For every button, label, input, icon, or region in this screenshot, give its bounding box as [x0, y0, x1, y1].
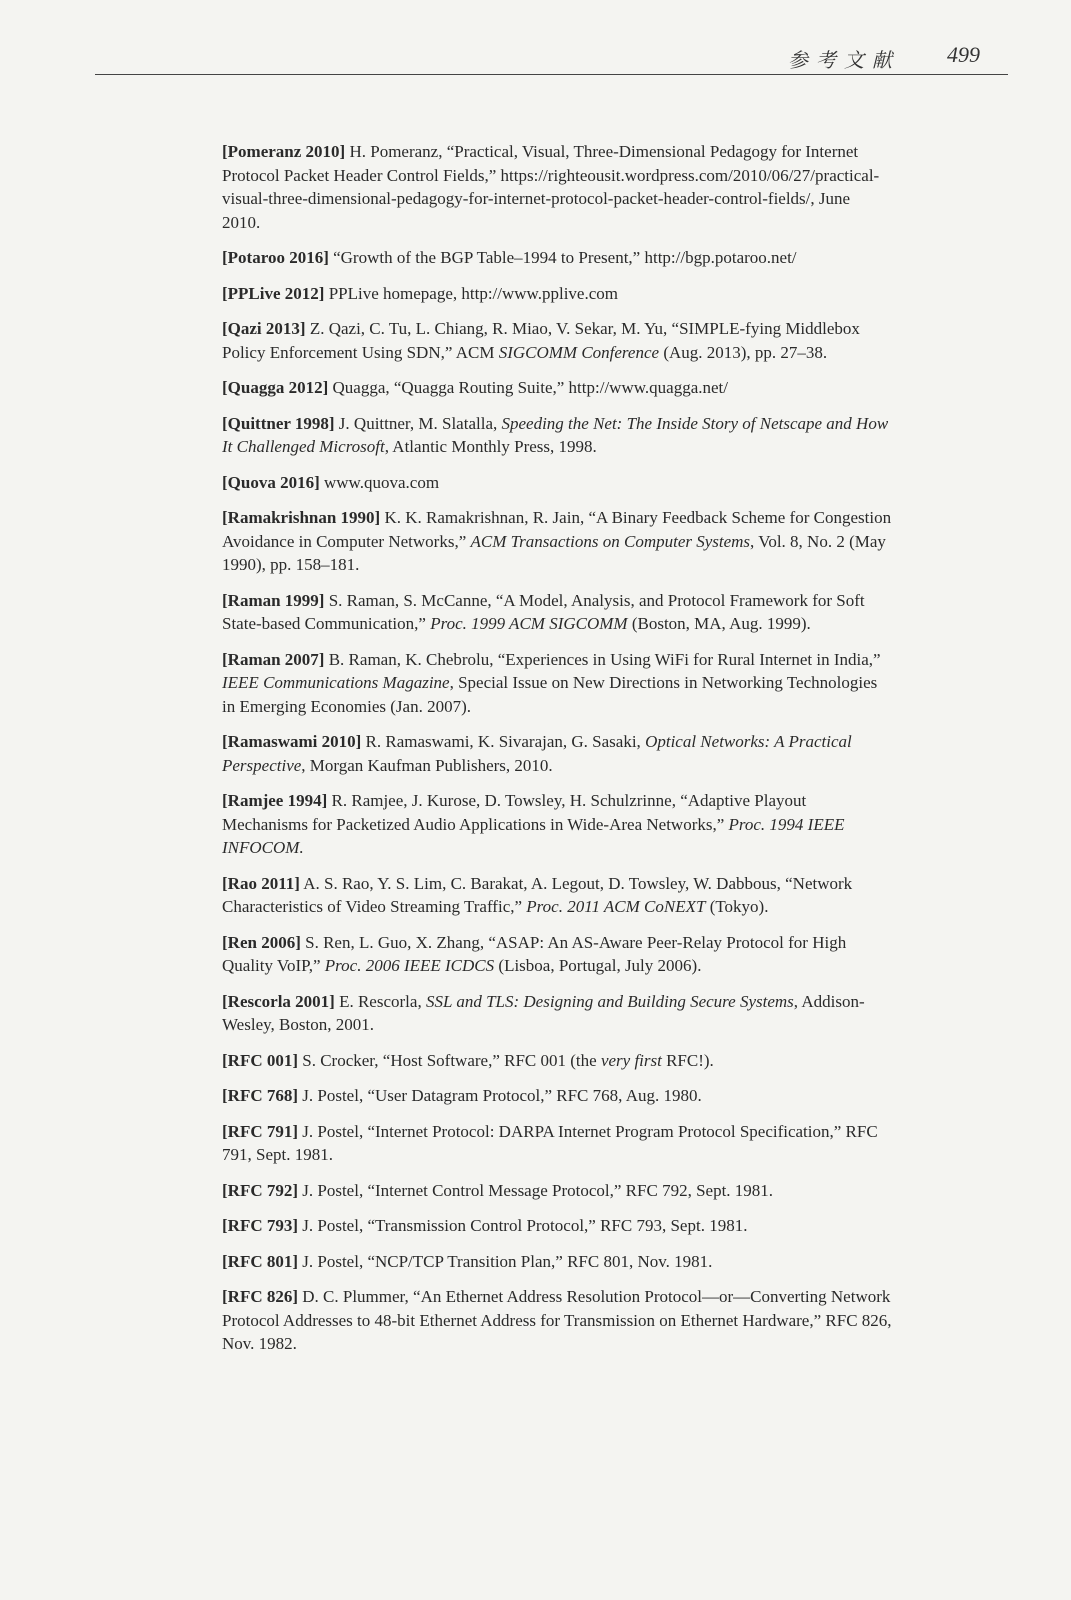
reference-text: “Growth of the BGP Table–1994 to Present,” http://bgp.potaroo.net/ — [328, 248, 797, 267]
reference-entry — [222, 376, 892, 400]
reference-text: Quagga, “Quagga Routing Suite,” http://www.quagga.net/ — [328, 378, 728, 397]
reference-key: [RFC 793] — [222, 1216, 299, 1235]
reference-text: S. Crocker, “Host Software,” RFC 001 (the — [298, 1050, 601, 1070]
reference-key: [RFC 826] — [222, 1287, 299, 1306]
reference-key: [Quova 2016] — [222, 472, 320, 492]
reference-title-italic: SIGCOMM Conference — [498, 342, 660, 362]
reference-key: [Ramaswami 2010] — [222, 732, 362, 751]
reference-entry — [222, 317, 892, 364]
reference-key: [Raman 1999] — [222, 590, 325, 610]
reference-key: [Quagga 2012] — [222, 378, 329, 397]
reference-text: K. K. Ramakrishnan, R. Jain, “A Binary Feedback Scheme for Congestion Avoidance in Computer Networks,” — [222, 508, 892, 551]
reference-entry — [222, 789, 892, 860]
reference-key: [Ren 2006] — [222, 932, 301, 952]
reference-entry — [222, 990, 892, 1037]
reference-key: [RFC 801] — [222, 1251, 299, 1271]
reference-key: [Ramakrishnan 1990] — [222, 508, 381, 527]
reference-text: E. Rescorla, — [334, 991, 426, 1011]
reference-text: www.quova.com — [319, 472, 440, 492]
reference-text: , Morgan Kaufman Publishers, 2010. — [301, 755, 553, 775]
reference-title-italic: Proc. 2006 IEEE ICDCS — [324, 956, 495, 975]
reference-text: J. Postel, “Transmission Control Protocol,” RFC 793, Sept. 1981. — [298, 1216, 748, 1235]
reference-key: [RFC 001] — [222, 1050, 299, 1070]
reference-entry — [222, 589, 892, 636]
reference-text: R. Ramjee, J. Kurose, D. Towsley, H. Schulzrinne, “Adaptive Playout Mechanisms for Packetized Audio Applications in Wide-Area Networks,” — [222, 791, 807, 834]
reference-key: [RFC 768] — [222, 1086, 299, 1105]
reference-entry — [222, 1250, 892, 1274]
reference-text: R. Ramaswami, K. Sivarajan, G. Sasaki, — [361, 732, 646, 751]
reference-text: , Vol. 8, No. 2 (May 1990), pp. 158–181. — [222, 531, 886, 574]
reference-text: A. S. Rao, Y. S. Lim, C. Barakat, A. Legout, D. Towsley, W. Dabbous, “Network Characteristics of Video Streaming Traffic,” — [222, 873, 853, 916]
reference-text: Z. Qazi, C. Tu, L. Chiang, R. Miao, V. Sekar, M. Yu, “SIMPLE-fying Middlebox Policy Enforcement Using SDN,” ACM — [222, 319, 860, 362]
reference-text: J. Postel, “User Datagram Protocol,” RFC 768, Aug. 1980. — [298, 1086, 702, 1105]
reference-text: S. Raman, S. McCanne, “A Model, Analysis, and Protocol Framework for Soft State-based Communication,” — [222, 590, 865, 633]
reference-title-italic: Proc. 1994 IEEE INFOCOM. — [222, 814, 845, 857]
reference-key: [PPLive 2012] — [222, 283, 325, 303]
reference-key: [Quittner 1998] — [222, 413, 335, 433]
reference-text: B. Raman, K. Chebrolu, “Experiences in Using WiFi for Rural Internet in India,” — [324, 649, 881, 669]
reference-title-italic: SSL and TLS: Designing and Building Secure Systems — [425, 991, 794, 1011]
reference-key: [Ramjee 1994] — [222, 791, 328, 810]
reference-text: S. Ren, L. Guo, X. Zhang, “ASAP: An AS-Aware Peer-Relay Protocol for High Quality VoIP,” — [222, 932, 847, 975]
reference-key: [Rao 2011] — [222, 873, 300, 893]
reference-title-italic: Optical Networks: A Practical Perspective — [222, 732, 852, 775]
reference-entry — [222, 1049, 892, 1073]
reference-entry — [222, 872, 892, 919]
reference-title-italic: Proc. 2011 ACM CoNEXT — [526, 897, 706, 916]
reference-key: [Rescorla 2001] — [222, 991, 335, 1011]
reference-entry — [222, 1214, 892, 1238]
reference-entry — [222, 246, 892, 270]
reference-text: (Boston, MA, Aug. 1999). — [627, 614, 811, 633]
reference-text: J. Postel, “NCP/TCP Transition Plan,” RFC 801, Nov. 1981. — [298, 1251, 713, 1271]
reference-title-italic: Proc. 1999 ACM SIGCOMM — [430, 614, 628, 633]
reference-entry — [222, 1084, 892, 1108]
reference-text: J. Postel, “Internet Protocol: DARPA Internet Program Protocol Specification,” RFC 791, Sept. 1981. — [222, 1121, 878, 1164]
reference-key: [RFC 791] — [222, 1121, 299, 1141]
reference-key: [Pomeranz 2010] — [222, 142, 346, 161]
reference-entry — [222, 730, 892, 777]
reference-key: [RFC 792] — [222, 1180, 299, 1200]
reference-entry — [222, 140, 892, 234]
reference-entry — [222, 412, 892, 459]
reference-key: [Potaroo 2016] — [222, 248, 329, 267]
reference-text: , Atlantic Monthly Press, 1998. — [384, 437, 597, 456]
reference-title-italic: Speeding the Net: The Inside Story of Netscape and How It Challenged Microsoft — [222, 413, 889, 456]
reference-text: (Lisboa, Portugal, July 2006). — [494, 956, 702, 975]
reference-key: [Raman 2007] — [222, 649, 325, 669]
reference-title-italic: ACM Transactions on Computer Systems — [470, 531, 751, 551]
page-number: 499 — [947, 42, 980, 67]
reference-text: PPLive homepage, http://www.pplive.com — [324, 283, 618, 303]
reference-entry — [222, 931, 892, 978]
reference-text: H. Pomeranz, “Practical, Visual, Three-Dimensional Pedagogy for Internet Protocol Packet Header Control Fields,” https://righteousit.wordpress.com/2010/06/27/practical-visual-three-dimensional-pedagogy-for-internet-protocol-packet-header-control-fields/, June 2010. — [222, 142, 880, 232]
page-header — [95, 38, 1008, 75]
reference-entry — [222, 506, 892, 577]
reference-entry — [222, 1285, 892, 1356]
reference-entry — [222, 648, 892, 719]
reference-text: (Aug. 2013), pp. 27–38. — [659, 342, 828, 362]
running-title: 参考文献 — [788, 50, 900, 72]
reference-entry — [222, 282, 892, 306]
reference-text: J. Postel, “Internet Control Message Protocol,” RFC 792, Sept. 1981. — [298, 1180, 774, 1200]
reference-title-italic: IEEE Communications Magazine — [222, 673, 450, 692]
reference-text: D. C. Plummer, “An Ethernet Address Resolution Protocol—or—Converting Network Protocol Addresses to 48-bit Ethernet Address for Transmission on Ethernet Hardware,” RFC 826, Nov. 1982. — [222, 1287, 892, 1353]
reference-entry — [222, 1120, 892, 1167]
reference-text: RFC!). — [661, 1050, 714, 1070]
reference-list — [222, 140, 892, 1368]
reference-key: [Qazi 2013] — [222, 319, 306, 338]
reference-text: J. Quittner, M. Slatalla, — [334, 413, 502, 433]
reference-entry — [222, 1179, 892, 1203]
reference-text: , Addison-Wesley, Boston, 2001. — [222, 991, 865, 1034]
reference-title-italic: very first — [600, 1050, 662, 1070]
reference-text: , Special Issue on New Directions in Networking Technologies in Emerging Economies (Jan. 2007). — [222, 673, 878, 716]
reference-text: (Tokyo). — [705, 897, 769, 916]
reference-entry — [222, 471, 892, 495]
